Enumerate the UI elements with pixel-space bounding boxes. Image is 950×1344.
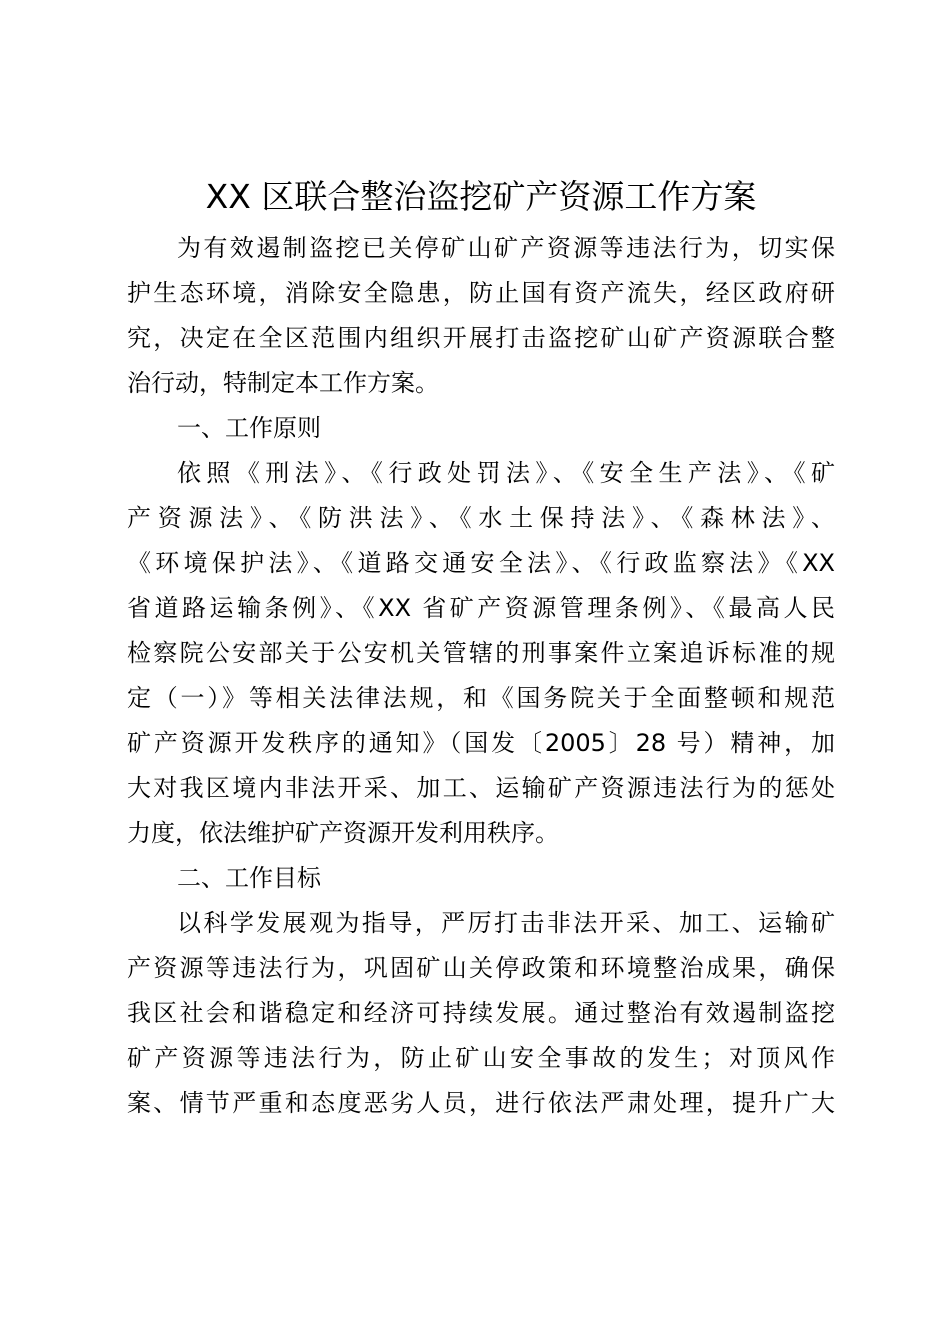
text-line: 案、情节严重和态度恶劣人员，进行依法严肃处理，提升广大 [127,1089,835,1117]
text-line: 力度，依法维护矿产资源开发利用秩序。 [127,819,559,847]
text-line: 依照《刑法》、《行政处罚法》、《安全生产法》、《矿 [177,459,835,487]
document-title: XX 区联合整治盗挖矿产资源工作方案 [205,177,757,216]
text-line: 为有效遏制盗挖已关停矿山矿产资源等违法行为，切实保 [177,234,835,262]
section-heading-goals [127,856,835,901]
text-line: 大对我区境内非法开采、加工、运输矿产资源违法行为的惩处 [127,774,835,802]
paragraph-intro [127,226,835,406]
text-line: 产资源法》、《防洪法》、《水土保持法》、《森林法》、 [127,504,835,532]
paragraph-goals [127,901,835,1126]
text-line: 我区社会和谐稳定和经济可持续发展。通过整治有效遏制盗挖 [127,999,835,1027]
text-line: 检察院公安部关于公安机关管辖的刑事案件立案追诉标准的规 [127,639,835,667]
text-line: 省道路运输条例》、《XX 省矿产资源管理条例》、《最高人民 [127,594,835,622]
text-line: 定（一）》等相关法律法规，和《国务院关于全面整顿和规范 [127,684,835,712]
text-line: 以科学发展观为指导，严厉打击非法开采、加工、运输矿 [177,909,835,937]
text-line: 矿产资源开发秩序的通知》（国发〔2005〕28 号）精神，加 [127,729,835,757]
section-heading-principles [127,406,835,451]
section-heading: 二、工作目标 [177,864,321,892]
text-line: 《环境保护法》、《道路交通安全法》、《行政监察法》《XX [127,549,835,577]
section-heading: 一、工作原则 [177,414,321,442]
text-line: 治行动，特制定本工作方案。 [127,369,439,397]
text-line: 护生态环境，消除安全隐患，防止国有资产流失，经区政府研 [127,279,835,307]
document-body [127,226,835,1126]
text-line: 产资源等违法行为，巩固矿山关停政策和环境整治成果，确保 [127,954,835,982]
text-line: 究，决定在全区范围内组织开展打击盗挖矿山矿产资源联合整 [127,324,835,352]
text-line: 矿产资源等违法行为，防止矿山安全事故的发生；对顶风作 [127,1044,835,1072]
paragraph-principles [127,451,835,856]
